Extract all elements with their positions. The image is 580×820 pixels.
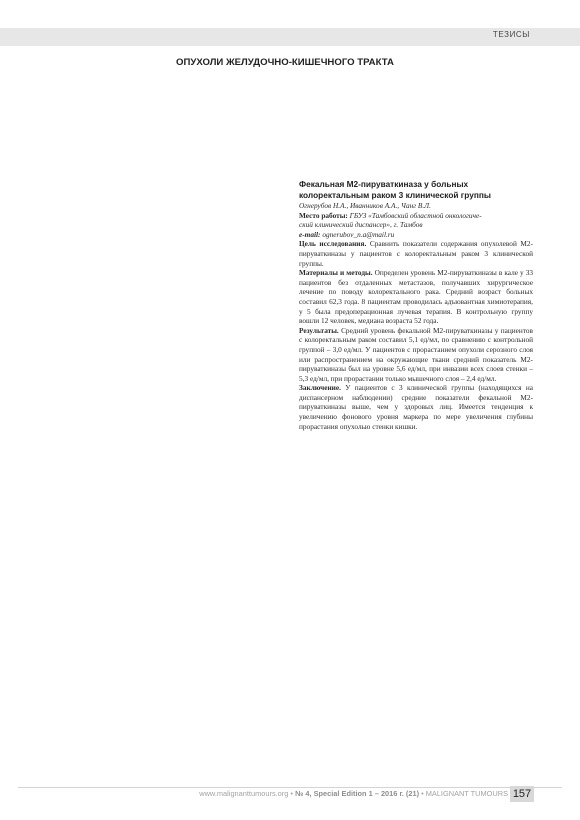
article-title-line-2: колоректальным раком 3 клинической группы xyxy=(299,190,491,200)
results-text: Средний уровень фекальной М2-пируваткиназы у пациентов с колоректальным раком составил 5,1 ед/мл, по сравнению с контрольной группой – 3,0 ед/мл. У пациентов с прорастанием опухоли серозного слоя или распространением на окружающие ткани средний показатель М2-пируваткиназы был на уровне 5,6 ед/мл, при инвазии всех слоев стенки – 5,3 ед/мл, при прорастании только мышечного слоя – 2,4 ед/мл. xyxy=(299,325,534,383)
footer-text xyxy=(199,789,508,798)
conclusion-label: Заключение. xyxy=(299,383,341,393)
article-title-line-1: Фекальная М2-пируваткиназа у больных xyxy=(299,179,469,189)
section-label: ТЕЗИСЫ xyxy=(492,30,530,39)
footer-separator-2: • xyxy=(419,789,426,798)
goal-label: Цель исследования. xyxy=(299,239,367,249)
email-label: e-mail: xyxy=(299,229,321,239)
footer-site[interactable]: www.malignanttumours.org xyxy=(199,789,289,798)
results-paragraph xyxy=(299,326,533,384)
article-email xyxy=(299,230,533,240)
conclusion-text: У пациентов с 3 клинической группы (находящихся на диспансерном наблюдении) средние показатели фекальной М2-пируваткиназы выше, чем у здоровых лиц. Имеется тенденция к увеличению фонового уровня маркера по мере увеличения глубины прорастания опухолью стенки кишки. xyxy=(299,383,533,431)
footer-separator-1: • xyxy=(288,789,296,798)
goal-text: Сравнить показатели содержания опухолевой М2-пируваткиназы у пациентов с колоректальным раком 3 клинической группы. xyxy=(299,239,533,268)
article xyxy=(299,179,533,431)
article-workplace-line-2: ский клинический диспансер», г. Тамбов xyxy=(299,220,423,230)
methods-label: Материалы и методы. xyxy=(299,268,373,278)
article-workplace-line-1 xyxy=(299,211,533,221)
article-authors: Огнерубов Н.А., Иванников А.А., Чанг В.Л. xyxy=(299,201,431,210)
methods-paragraph xyxy=(299,268,533,326)
goal-paragraph xyxy=(299,239,533,268)
footer-journal: MALIGNANT TUMOURS xyxy=(425,789,508,798)
methods-text: Определен уровень М2-пируваткиназы в кале у 33 пациентов без отдаленных метастазов, получавших хирургическое лечение по поводу колоректального рака. Средний возраст больных составил 62,3 года. 8 пациентам проводилась адъювантная химиотерапия, у 5 была предоперационная лучевая терапия. В контрольную группу вошли 12 человек, медиана возраста 52 года. xyxy=(299,268,533,326)
footer-issue: № 4, Special Edition 1 – 2016 г. (21) xyxy=(295,789,420,798)
footer-rule xyxy=(18,787,562,788)
email-address[interactable]: ognerubov_n.a@mail.ru xyxy=(322,229,395,239)
workplace-label: Место работы: xyxy=(299,210,348,220)
page-number: 157 xyxy=(510,786,534,802)
section-title: ОПУХОЛИ ЖЕЛУДОЧНО-КИШЕЧНОГО ТРАКТА xyxy=(176,57,394,68)
workplace-text: ГБУЗ «Тамбовский областной онкологиче- xyxy=(349,210,482,220)
results-label: Результаты. xyxy=(299,325,339,335)
conclusion-paragraph xyxy=(299,383,533,431)
